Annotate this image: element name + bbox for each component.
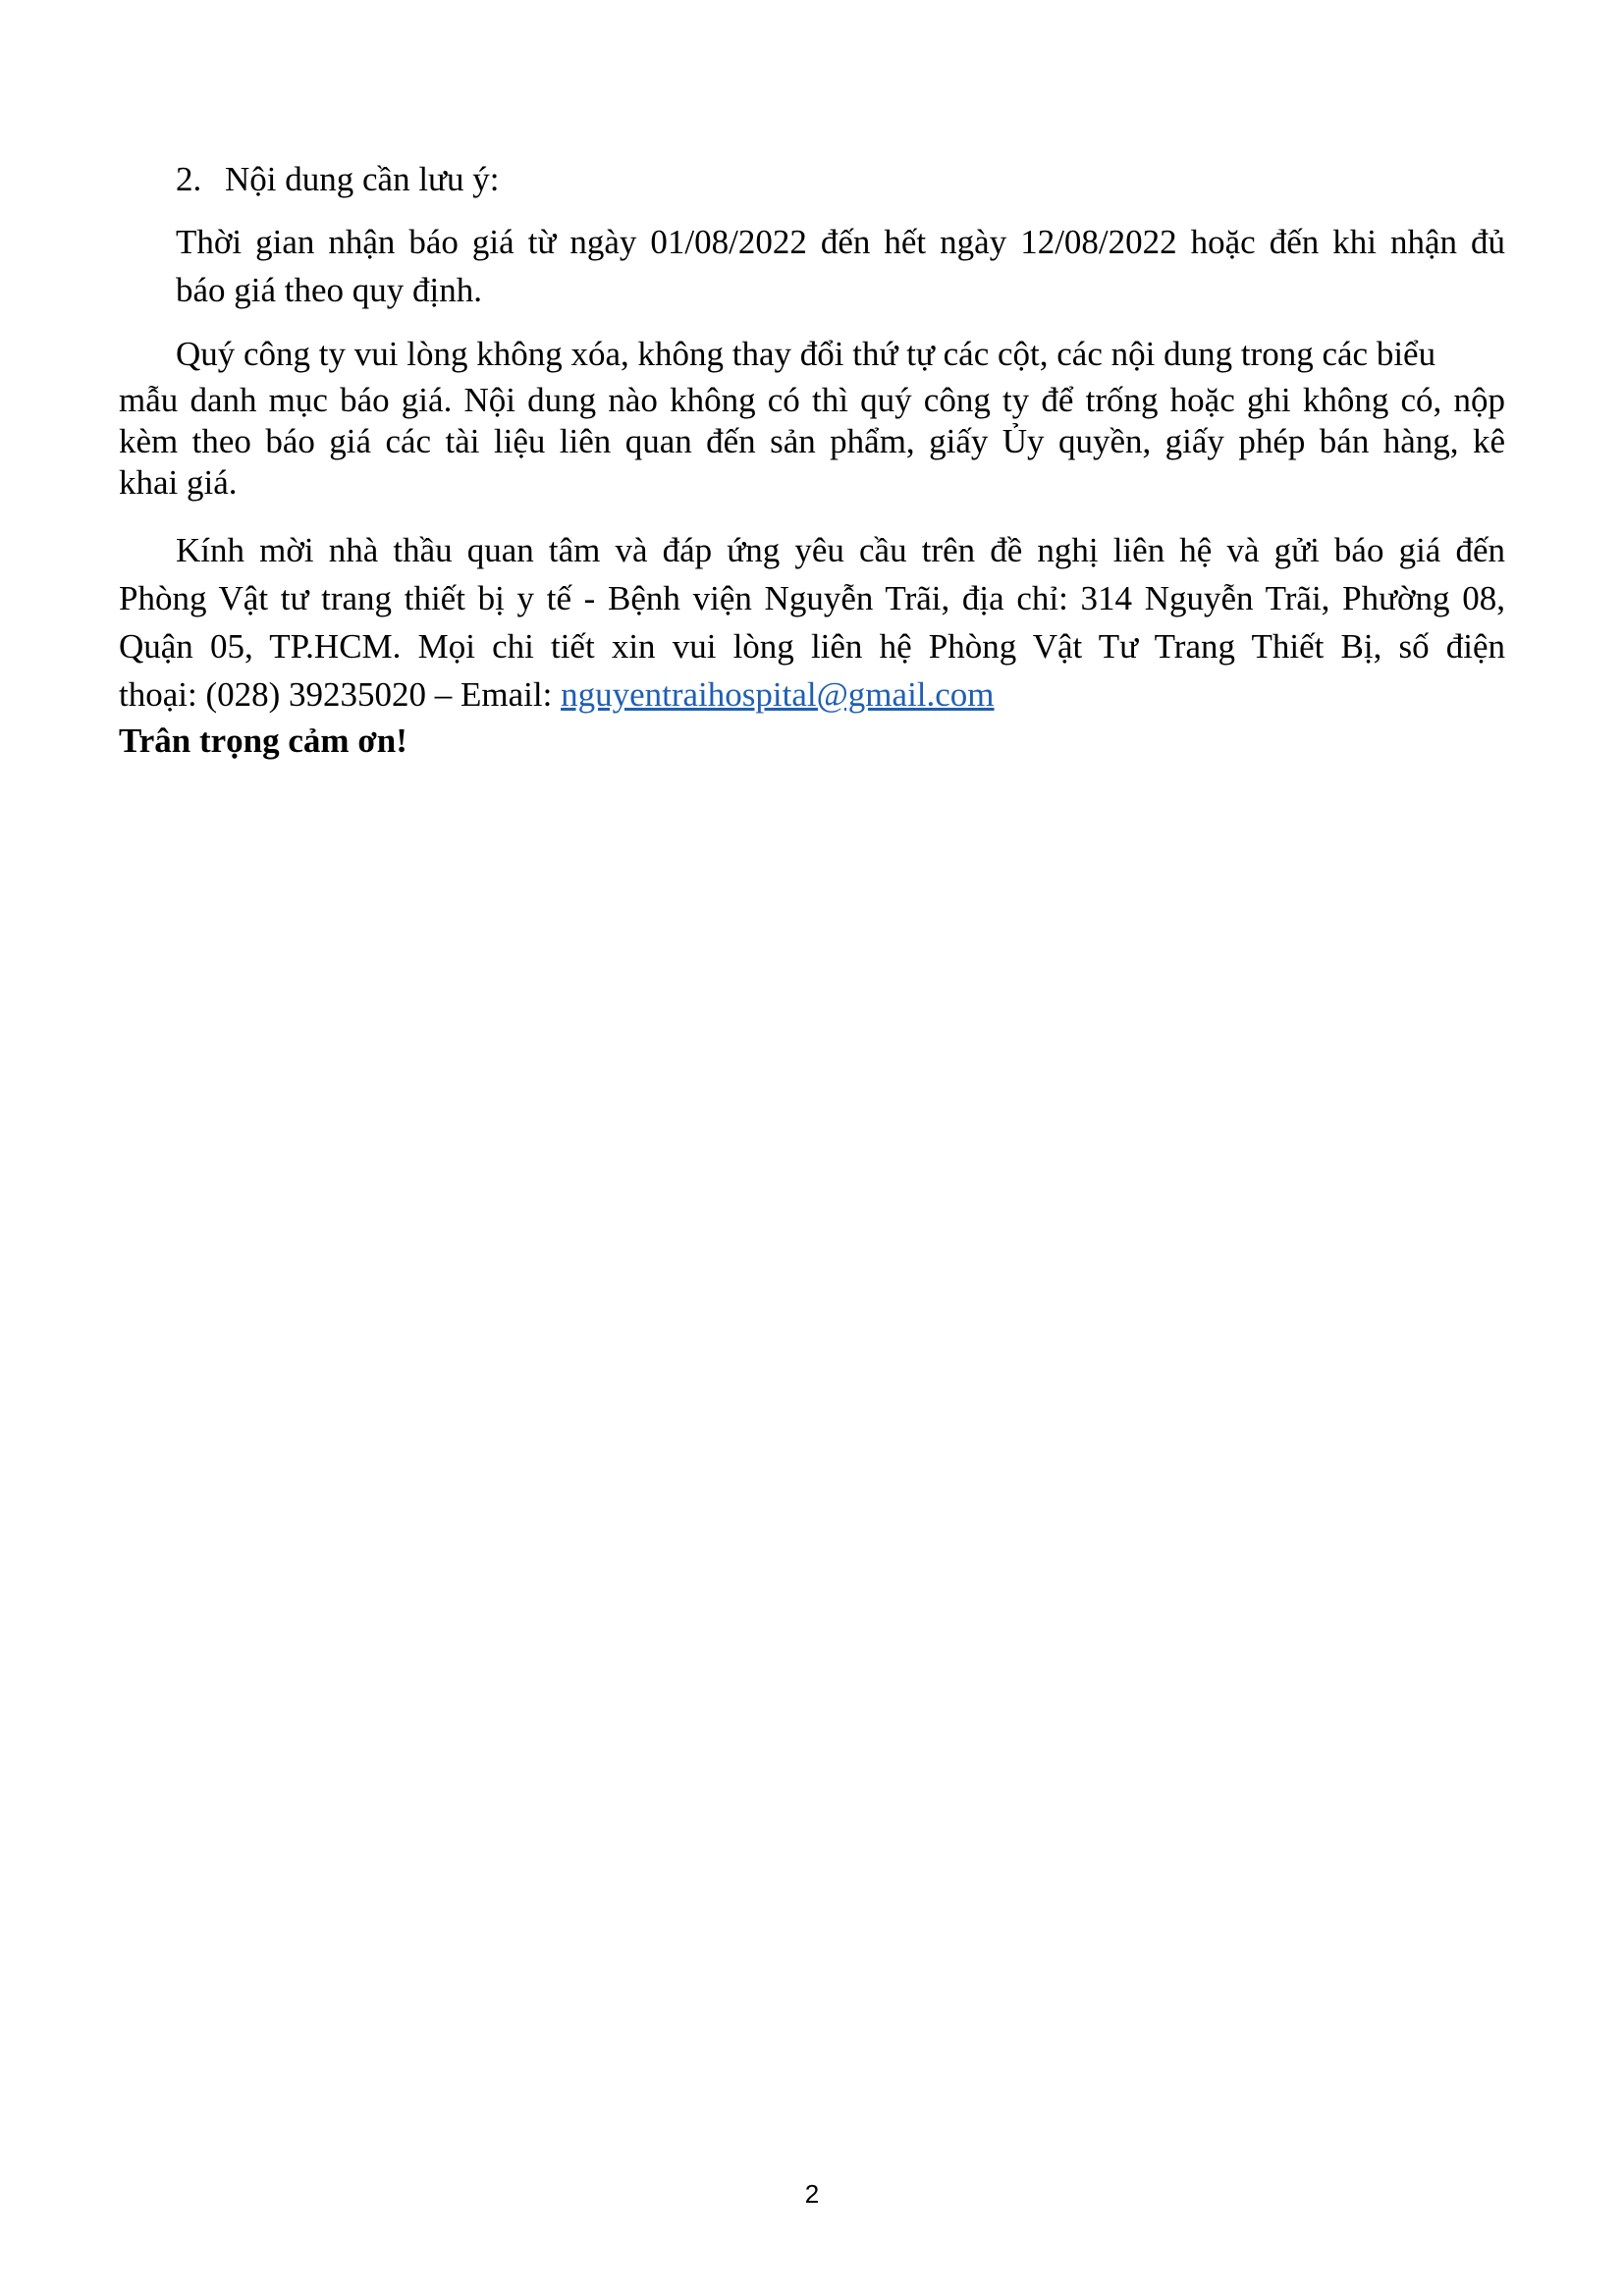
paragraph-line: Thời gian nhận báo giá từ ngày 01/08/2022 đến hết ngày 12/08/2022 hoặc đến khi nhận đủ [176, 223, 1505, 261]
paragraph-instructions [119, 330, 1505, 504]
paragraph-line: Kính mời nhà thầu quan tâm và đáp ứng yêu cầu trên đề nghị liên hệ và gửi báo giá đến [176, 531, 1505, 569]
page-number: 2 [804, 2179, 820, 2209]
paragraph-line: kèm theo báo giá các tài liệu liên quan đến sản phẩm, giấy Ủy quyền, giấy phép bán hàng, kê [119, 422, 1505, 460]
contact-line [119, 670, 1505, 719]
paragraph-line: Quận 05, TP.HCM. Mọi chi tiết xin vui lòng liên hệ Phòng Vật Tư Trang Thiết Bị, số điện [119, 627, 1505, 666]
section-heading [176, 155, 500, 203]
paragraph-contact [119, 526, 1505, 719]
paragraph-deadline [176, 218, 1505, 314]
closing-text: Trân trọng cảm ơn! [119, 721, 407, 760]
section-number: 2. [176, 160, 202, 198]
email-link[interactable]: nguyentraihospital@gmail.com [561, 675, 995, 714]
section-title: Nội dung cần lưu ý: [225, 160, 500, 198]
paragraph-line: mẫu danh mục báo giá. Nội dung nào không có thì quý công ty để trống hoặc ghi không có, nộp [119, 381, 1505, 419]
phone-text: thoại: (028) 39235020 – Email: [119, 675, 562, 714]
paragraph-line: báo giá theo quy định. [176, 271, 483, 309]
paragraph-line: Quý công ty vui lòng không xóa, không thay đổi thứ tự các cột, các nội dung trong các biểu [176, 335, 1436, 373]
paragraph-line: khai giá. [119, 463, 238, 502]
paragraph-line: Phòng Vật tư trang thiết bị y tế - Bệnh viện Nguyễn Trãi, địa chỉ: 314 Nguyễn Trãi, Phường 08, [119, 579, 1505, 617]
